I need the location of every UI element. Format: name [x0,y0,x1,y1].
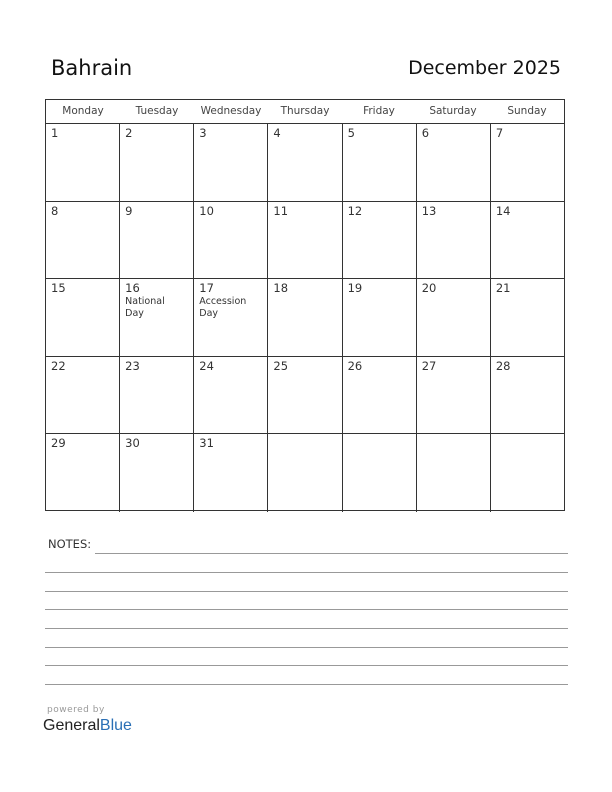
day-number: 1 [51,126,59,140]
day-cell [343,357,417,434]
day-cell [417,357,491,434]
day-number: 26 [347,358,363,373]
note-line [45,684,568,685]
day-number: 12 [347,203,363,218]
week-row [46,124,564,202]
day-number: 11 [273,203,289,218]
holiday-label: Accession Day [199,296,247,320]
week-row [46,434,564,512]
day-number: 30 [125,436,140,451]
day-number: 8 [51,203,59,218]
weeks-container [46,124,564,512]
day-number: 2 [125,126,133,140]
day-cell [46,279,120,356]
day-cell [194,357,268,434]
day-number: 14 [495,203,511,218]
day-cell [417,434,491,512]
day-cell [268,434,342,512]
note-line [45,609,568,610]
weekday-tuesday: Tuesday [135,105,179,117]
day-number: 31 [199,436,214,451]
day-cell [268,279,342,356]
day-number: 19 [347,281,363,296]
day-cell [417,279,491,356]
day-cell [491,357,564,434]
day-number: 29 [51,436,66,451]
day-cell [343,434,417,512]
note-line [45,628,568,629]
day-cell [46,357,120,434]
day-cell [120,279,194,356]
day-cell [417,202,491,279]
day-number: 28 [495,358,511,373]
day-cell [491,434,564,512]
day-cell [491,202,564,279]
day-number: 5 [347,126,355,140]
weekday-monday: Monday [62,105,104,117]
day-cell [268,202,342,279]
day-number: 3 [199,126,207,140]
day-cell [491,124,564,201]
day-cell [343,124,417,201]
week-row [46,202,564,280]
day-cell [46,434,120,512]
week-row [46,357,564,435]
day-cell [194,202,268,279]
weekday-thursday: Thursday [280,105,330,117]
day-number: 7 [495,126,504,140]
day-number: 9 [125,203,133,218]
day-cell [194,279,268,356]
day-number: 27 [421,358,437,373]
weekday-wednesday: Wednesday [200,105,262,117]
day-number: 4 [273,126,281,140]
day-cell [46,124,120,201]
weekday-sunday: Sunday [507,105,547,117]
week-row [46,279,564,357]
day-cell [120,434,194,512]
day-cell [343,279,417,356]
day-number: 10 [199,203,214,218]
note-line [45,591,568,592]
day-number: 24 [199,358,214,373]
day-number: 22 [51,358,66,373]
note-line [45,647,568,648]
note-line [95,553,568,554]
day-cell [194,124,268,201]
day-number: 13 [421,203,437,218]
day-cell [46,202,120,279]
country-title: Bahrain [51,56,133,80]
day-number: 16 [125,281,140,296]
month-title: December 2025 [408,57,561,79]
powered-by-text: powered by [47,705,105,715]
weekday-friday: Friday [363,105,395,117]
day-number: 17 [199,281,214,296]
day-number: 15 [51,281,66,296]
day-cell [120,202,194,279]
day-cell [417,124,491,201]
brand-general-text: General [43,717,100,734]
note-line [45,572,568,573]
day-cell [120,357,194,434]
day-cell [268,357,342,434]
day-number: 6 [421,126,430,140]
day-number: 23 [125,358,140,373]
notes-label: NOTES: [48,537,92,551]
day-cell [120,124,194,201]
weekday-header-row [46,100,564,124]
holiday-label: National Day [125,296,165,320]
day-number: 21 [495,281,511,296]
day-cell [194,434,268,512]
day-number: 20 [421,281,437,296]
brand-blue-text: Blue [99,717,132,734]
day-number: 18 [273,281,289,296]
day-number: 25 [273,358,289,373]
day-cell [268,124,342,201]
day-cell [343,202,417,279]
calendar-grid [45,99,565,511]
day-cell [491,279,564,356]
brand-logo [43,717,132,735]
weekday-saturday: Saturday [429,105,477,117]
note-line [45,665,568,666]
